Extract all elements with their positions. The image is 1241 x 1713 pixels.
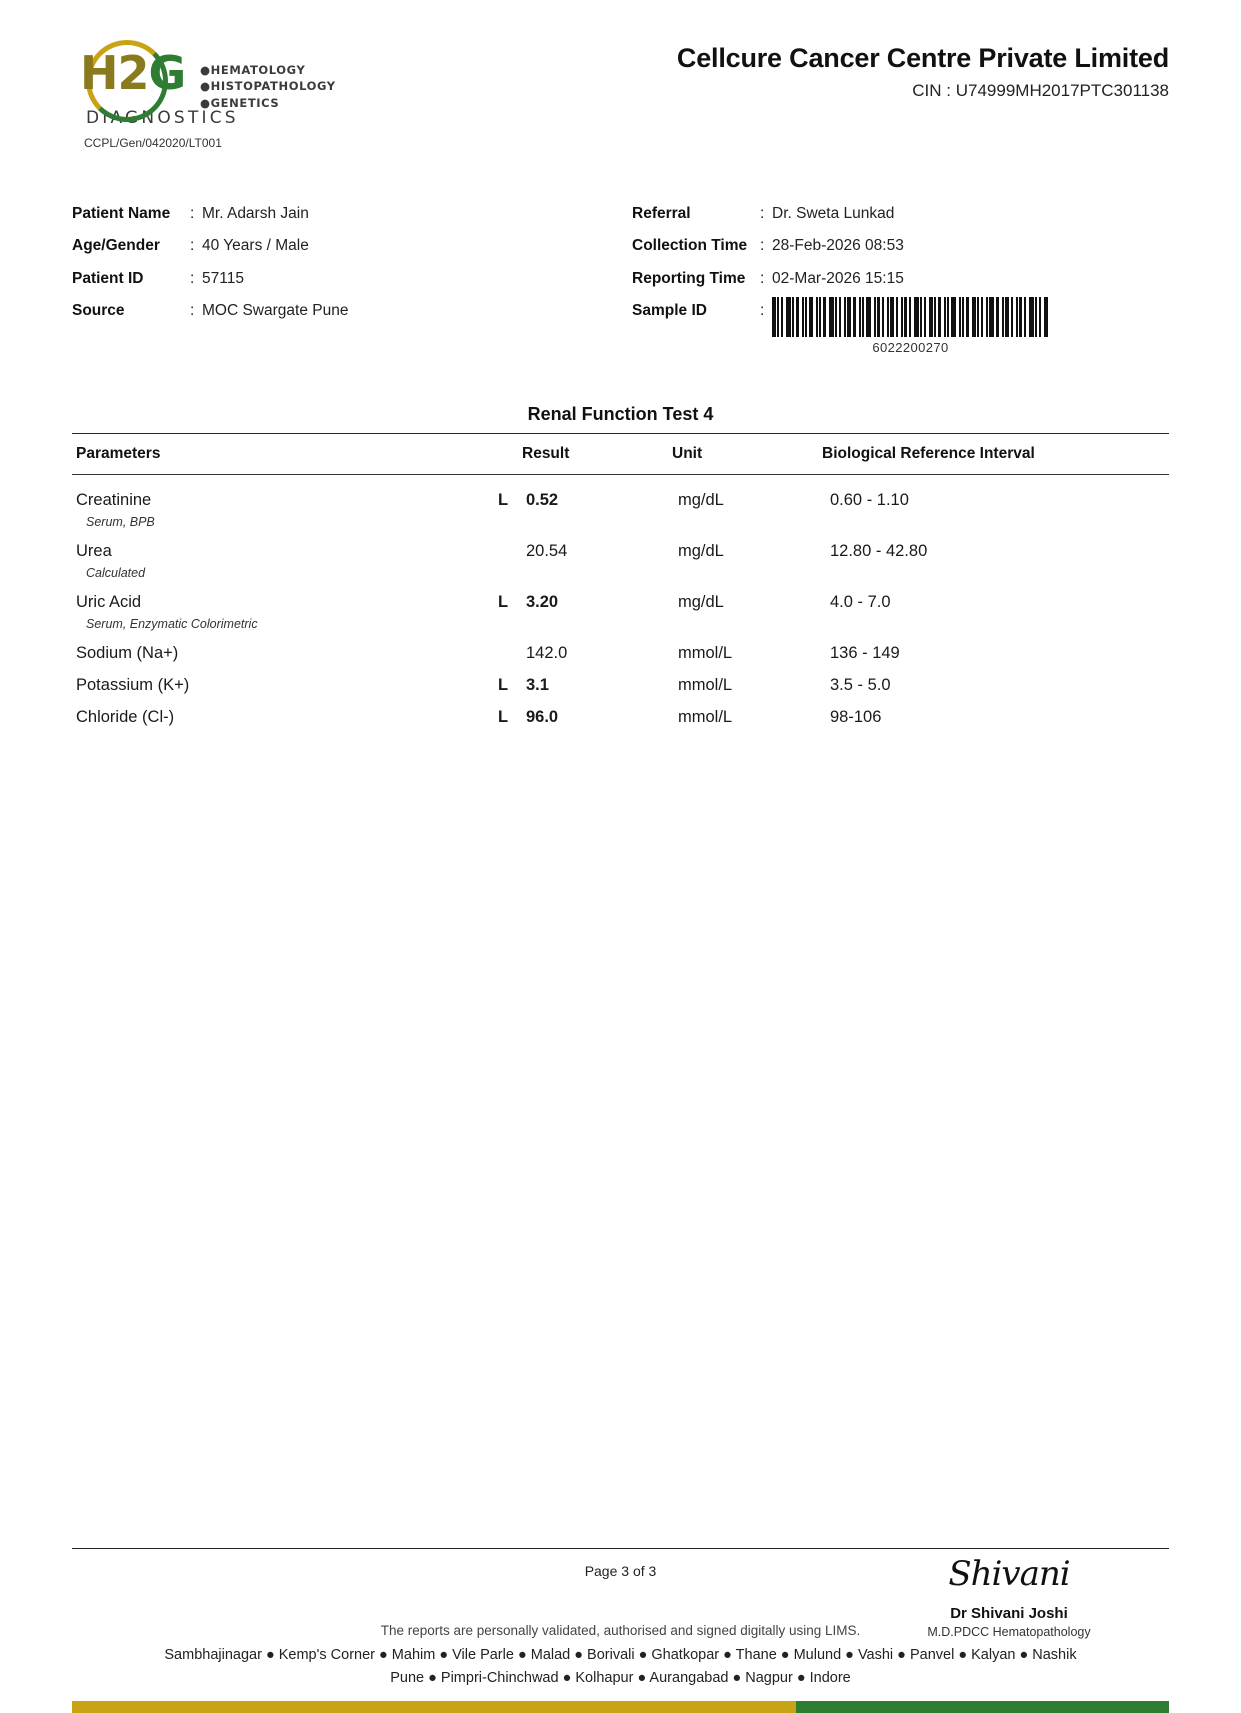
lab-registration-code: CCPL/Gen/042020/LT001 <box>84 136 222 150</box>
result-value: 3.1 <box>526 676 549 695</box>
signature-block <box>859 1554 1159 1640</box>
sample-id-value: 6022200270 <box>872 340 949 356</box>
info-row-referral <box>632 204 1112 223</box>
patient-info <box>72 204 1169 356</box>
info-label: Referral <box>632 205 691 222</box>
bullet-icon: ● <box>200 79 211 94</box>
column-header-parameters: Parameters <box>76 445 161 463</box>
parameter-name: Urea <box>76 542 112 561</box>
result-unit: mg/dL <box>678 542 724 561</box>
info-label: Sample ID <box>632 302 707 320</box>
patient-info-right <box>632 204 1112 356</box>
logo-tag-0: ●HEMATOLOGY <box>200 63 306 77</box>
branch-cities <box>72 1644 1169 1689</box>
company-cin: CIN : U74999MH2017PTC301138 <box>912 80 1169 100</box>
page-number: Page 3 of 3 <box>584 1563 657 1580</box>
doctor-qualification: M.D.PDCC Hematopathology <box>927 1625 1091 1640</box>
info-separator: : <box>760 302 765 320</box>
table-row <box>72 664 1169 696</box>
logo-wordmark: H2G <box>80 46 186 100</box>
reference-interval: 98-106 <box>830 708 882 727</box>
info-row-reporting-time <box>632 269 1112 288</box>
parameter-name: Sodium (Na+) <box>76 644 179 663</box>
result-flag <box>497 530 525 581</box>
info-separator: : <box>760 205 765 222</box>
column-header-unit: Unit <box>672 445 703 463</box>
result-unit: mmol/L <box>678 676 733 695</box>
result-flag: L <box>498 676 509 695</box>
info-value: MOC Swargate Pune <box>202 302 349 320</box>
signature-icon: Shivani <box>948 1554 1070 1595</box>
result-unit: mg/dL <box>678 491 724 510</box>
info-row-source <box>72 301 632 320</box>
logo-taglines <box>194 34 336 111</box>
column-header-result: Result <box>522 445 570 463</box>
column-header-reference: Biological Reference Interval <box>822 445 1035 463</box>
reference-interval: 3.5 - 5.0 <box>830 676 891 695</box>
info-value: 57115 <box>202 269 244 287</box>
result-unit: mmol/L <box>678 708 733 727</box>
logo-subtitle: DIAGNOSTICS <box>86 108 239 128</box>
reference-interval: 0.60 - 1.10 <box>830 491 909 510</box>
results-header-row <box>72 434 1169 474</box>
info-label: Reporting Time <box>632 269 746 287</box>
result-flag: L <box>498 708 509 727</box>
lab-logo-block <box>72 34 492 150</box>
parameter-method: Serum, Enzymatic Colorimetric <box>86 617 258 632</box>
result-flag: L <box>498 491 509 510</box>
sample-barcode <box>772 297 1049 356</box>
table-row <box>72 632 1169 664</box>
parameter-method: Serum, BPB <box>86 515 155 530</box>
info-value: 02-Mar-2026 15:15 <box>772 269 904 287</box>
info-separator: : <box>190 237 195 255</box>
info-label: Age/Gender <box>72 237 160 255</box>
company-block <box>677 34 1169 101</box>
info-value: 40 Years / Male <box>202 237 309 255</box>
reference-interval: 4.0 - 7.0 <box>830 593 891 612</box>
branch-cities-line-1: Sambhajinagar ● Kemp's Corner ● Mahim ● Vile Parle ● Malad ● Borivali ● Ghatkopar ● Thane ● Mulund ● Vashi ● Panvel ● Kalyan ● Nashik <box>164 1647 1077 1664</box>
reference-interval: 136 - 149 <box>830 644 900 663</box>
table-row <box>72 530 1169 581</box>
doctor-name: Dr Shivani Joshi <box>950 1605 1068 1623</box>
result-value: 142.0 <box>526 644 568 663</box>
result-flag <box>497 632 525 664</box>
info-label: Patient ID <box>72 269 144 287</box>
table-row <box>72 581 1169 632</box>
band-gold <box>72 1701 796 1713</box>
bullet-icon: ● <box>200 95 211 110</box>
info-label: Patient Name <box>72 205 171 222</box>
info-row-sample-id <box>632 301 1112 356</box>
h2g-logo-icon <box>72 34 194 112</box>
result-value: 0.52 <box>526 491 559 510</box>
branch-cities-line-2: Pune ● Pimpri-Chinchwad ● Kolhapur ● Aurangabad ● Nagpur ● Indore <box>390 1669 851 1686</box>
result-unit: mg/dL <box>678 593 724 612</box>
report-footer <box>72 1548 1169 1713</box>
info-value: Dr. Sweta Lunkad <box>772 205 895 222</box>
patient-info-left <box>72 204 632 356</box>
result-unit: mmol/L <box>678 644 733 663</box>
results-body <box>72 475 1169 728</box>
info-row-patient-name <box>72 204 632 223</box>
reference-interval: 12.80 - 42.80 <box>830 542 928 561</box>
parameter-name: Chloride (Cl-) <box>76 708 175 727</box>
result-value: 96.0 <box>526 708 559 727</box>
parameter-name: Creatinine <box>76 491 152 510</box>
logo-tag-1: ●HISTOPATHOLOGY <box>200 79 336 94</box>
result-value: 20.54 <box>526 542 568 561</box>
result-flag: L <box>498 593 509 612</box>
info-label: Source <box>72 302 125 320</box>
info-separator: : <box>760 237 765 255</box>
band-green <box>796 1701 1169 1713</box>
report-header <box>72 0 1169 150</box>
info-row-patient-id <box>72 269 632 288</box>
barcode-icon <box>772 297 1049 337</box>
result-value: 3.20 <box>526 593 559 612</box>
info-separator: : <box>760 269 765 287</box>
bullet-icon: ● <box>200 63 211 77</box>
parameter-method: Calculated <box>86 566 146 581</box>
info-value: 28-Feb-2026 08:53 <box>772 237 904 255</box>
test-title: Renal Function Test 4 <box>527 404 714 425</box>
info-separator: : <box>190 205 195 222</box>
info-row-age-gender <box>72 236 632 255</box>
info-label: Collection Time <box>632 237 748 255</box>
parameter-name: Uric Acid <box>76 593 142 612</box>
column-header-flag <box>496 434 522 474</box>
parameter-name: Potassium (K+) <box>76 676 190 695</box>
table-row <box>72 475 1169 530</box>
info-separator: : <box>190 302 195 320</box>
info-separator: : <box>190 269 195 287</box>
footer-color-band <box>72 1701 1169 1713</box>
company-name: Cellcure Cancer Centre Private Limited <box>676 43 1169 73</box>
info-value: Mr. Adarsh Jain <box>202 205 309 222</box>
table-row <box>72 696 1169 728</box>
logo-tag-2: ●GENETICS <box>200 95 280 110</box>
results-table <box>72 434 1169 474</box>
disclaimer-text: The reports are personally validated, authorised and signed digitally using LIMS. <box>380 1623 861 1639</box>
info-row-collection-time <box>632 236 1112 255</box>
